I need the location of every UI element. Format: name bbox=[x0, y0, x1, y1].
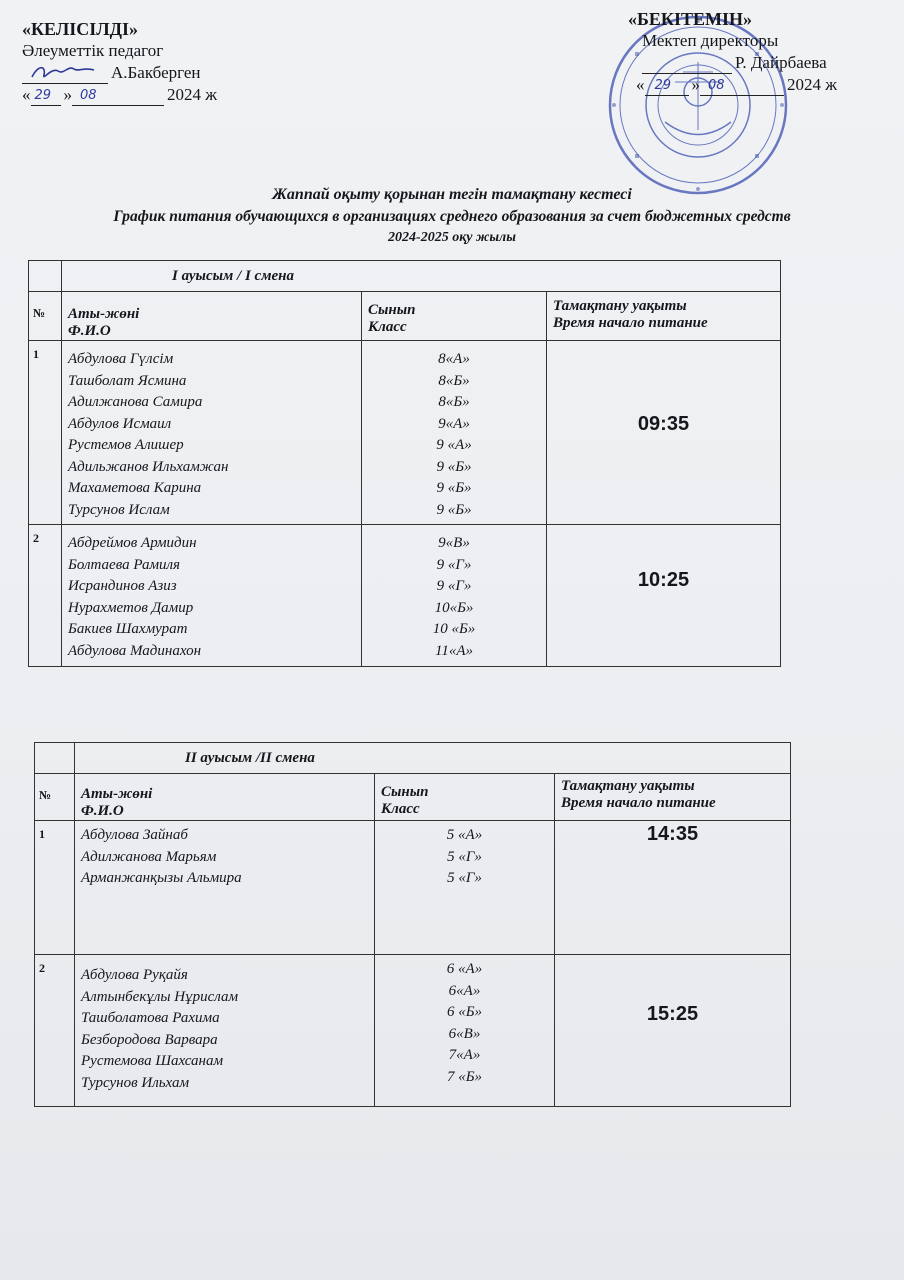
student-names bbox=[62, 341, 362, 525]
class-value: 9 «А» bbox=[436, 437, 472, 453]
date-quote-open: « bbox=[22, 85, 31, 104]
student-classes bbox=[362, 525, 547, 667]
student-name: Турсунов Ислам bbox=[68, 501, 170, 518]
col-header-time bbox=[555, 774, 791, 821]
student-name: Адилжанова Самира bbox=[68, 394, 203, 410]
shift-title: II ауысым /II смена bbox=[75, 743, 791, 774]
day-handwritten: 29 bbox=[654, 78, 672, 93]
student-classes bbox=[375, 821, 555, 955]
class-header-kz: Сынып bbox=[368, 302, 416, 318]
agreed-year: 2024 ж bbox=[167, 85, 217, 104]
name-header-ru: Ф.И.О bbox=[81, 803, 124, 819]
time-header-kz: Тамақтану уақыты bbox=[553, 298, 687, 314]
document-title-kz: Жаппай оқыту қорынан тегін тамақтану кестесі bbox=[272, 186, 632, 203]
col-header-class bbox=[362, 292, 547, 341]
name-header-kz: Аты-жөні bbox=[81, 786, 153, 802]
student-names bbox=[62, 525, 362, 667]
col-header-name bbox=[75, 774, 375, 821]
student-name: Арманжанқызы Альмира bbox=[81, 870, 242, 886]
class-value: 9 «Б» bbox=[436, 501, 472, 518]
col-header-name bbox=[62, 292, 362, 341]
day-blank bbox=[31, 87, 61, 106]
meal-time: 09:35 bbox=[547, 341, 781, 525]
month-blank bbox=[72, 87, 164, 106]
class-value: 5 «Г» bbox=[447, 870, 482, 886]
row-number: 1 bbox=[35, 821, 75, 955]
document-title-ru: График питания обучающихся в организациях среднего образования за счет бюджетных средств bbox=[113, 208, 791, 225]
name-header-kz: Аты-жөні bbox=[68, 306, 140, 322]
signature-blank bbox=[22, 65, 108, 84]
student-name: Абдулова Зайнаб bbox=[81, 827, 188, 843]
class-value: 9 «Г» bbox=[436, 556, 472, 573]
header-row bbox=[35, 774, 791, 821]
class-value: 9«А» bbox=[438, 415, 470, 432]
student-name: Абдулов Исмаил bbox=[68, 415, 172, 432]
meal-time: 14:35 bbox=[555, 821, 791, 955]
class-value: 7«А» bbox=[448, 1047, 481, 1063]
month-handwritten: 08 bbox=[708, 78, 725, 93]
shift-row bbox=[35, 743, 791, 774]
table-row bbox=[29, 341, 781, 525]
header-row bbox=[29, 292, 781, 341]
student-names bbox=[75, 821, 375, 955]
handwritten-signature-icon bbox=[28, 61, 98, 83]
shift-row bbox=[29, 261, 781, 292]
class-value: 8«Б» bbox=[438, 372, 470, 389]
approved-signature-line bbox=[628, 52, 837, 74]
agreed-date-line bbox=[22, 84, 217, 106]
name-header-ru: Ф.И.О bbox=[68, 323, 111, 339]
class-value: 8«Б» bbox=[438, 394, 470, 410]
meal-time: 15:25 bbox=[555, 955, 791, 1107]
col-header-num: № bbox=[35, 774, 75, 821]
student-classes bbox=[375, 955, 555, 1107]
time-header-kz: Тамақтану уақыты bbox=[561, 778, 695, 794]
row-number: 2 bbox=[29, 525, 62, 667]
student-name: Исрандинов Азиз bbox=[68, 578, 177, 594]
agreed-title: «КЕЛІСІЛДІ» bbox=[22, 19, 139, 39]
col-header-num: № bbox=[29, 292, 62, 341]
approval-right bbox=[628, 8, 837, 96]
class-value: 5 «А» bbox=[446, 827, 483, 843]
approved-position: Мектеп директоры bbox=[642, 31, 779, 50]
day-blank bbox=[645, 77, 689, 96]
date-quote-close: » bbox=[63, 85, 72, 104]
approval-left bbox=[22, 18, 217, 106]
student-names bbox=[75, 955, 375, 1107]
class-value: 9 «Б» bbox=[436, 458, 472, 475]
class-value: 8«А» bbox=[438, 351, 470, 367]
student-name: Адилжанова Марьям bbox=[81, 848, 217, 865]
row-number: 2 bbox=[35, 955, 75, 1107]
class-header-ru: Класс bbox=[368, 319, 407, 335]
student-name: Абдреймов Армидин bbox=[68, 535, 197, 551]
agreed-signature-line bbox=[22, 62, 217, 84]
class-header-ru: Класс bbox=[381, 801, 420, 817]
student-name: Ташболатова Рахима bbox=[81, 1010, 220, 1026]
col-header-time bbox=[547, 292, 781, 341]
time-header-ru: Время начало питание bbox=[553, 315, 708, 331]
student-name: Безбородова Варвара bbox=[81, 1031, 218, 1048]
class-value: 6 «Б» bbox=[446, 1004, 483, 1020]
meal-time: 10:25 bbox=[547, 525, 781, 667]
month-blank bbox=[700, 77, 784, 96]
student-name: Алтынбекұлы Нұрислам bbox=[81, 988, 239, 1005]
student-name: Адильжанов Ильхамжан bbox=[68, 458, 229, 475]
shift-corner bbox=[29, 261, 62, 292]
class-header-kz: Сынып bbox=[381, 784, 429, 800]
date-quote-close: » bbox=[691, 75, 700, 94]
table-row bbox=[35, 955, 791, 1107]
agreed-position: Әлеуметтік педагог bbox=[22, 41, 164, 60]
student-name: Болтаева Рамиля bbox=[68, 556, 181, 573]
approved-date-line bbox=[628, 74, 837, 96]
time-header-ru: Время начало питание bbox=[561, 795, 716, 811]
student-name: Махаметова Карина bbox=[68, 480, 202, 496]
date-quote-open: « bbox=[636, 75, 645, 94]
student-name: Рустемова Шахсанам bbox=[81, 1053, 224, 1069]
row-number: 1 bbox=[29, 341, 62, 525]
student-name: Абдулова Руқайя bbox=[81, 967, 188, 983]
class-value: 10«Б» bbox=[434, 599, 474, 616]
student-name: Нурахметов Дамир bbox=[68, 599, 194, 616]
student-name: Абдулова Мадинахон bbox=[68, 642, 202, 659]
class-value: 6 «А» bbox=[446, 961, 483, 977]
class-value: 7 «Б» bbox=[446, 1068, 483, 1085]
signature-blank bbox=[642, 55, 732, 74]
shift-title: I ауысым / I смена bbox=[62, 261, 781, 292]
class-value: 9«В» bbox=[438, 535, 470, 551]
agreed-signer: А.Бакберген bbox=[111, 63, 201, 82]
class-value: 6«А» bbox=[448, 982, 481, 999]
class-value: 9 «Б» bbox=[436, 480, 472, 496]
academic-year: 2024-2025 оқу жылы bbox=[388, 230, 516, 245]
approved-signer: Р. Дайрбаева bbox=[735, 53, 827, 72]
class-value: 11«А» bbox=[434, 642, 474, 659]
student-name: Ташболат Ясмина bbox=[68, 372, 187, 389]
class-value: 10 «Б» bbox=[432, 621, 476, 637]
col-header-class bbox=[375, 774, 555, 821]
day-handwritten: 29 bbox=[34, 88, 52, 103]
schedule-table-shift-1 bbox=[28, 260, 781, 667]
approved-year: 2024 ж bbox=[787, 75, 837, 94]
class-value: 9 «Г» bbox=[436, 578, 472, 594]
student-name: Бакиев Шахмурат bbox=[68, 621, 188, 637]
student-name: Рустемов Алишер bbox=[68, 437, 184, 453]
class-value: 6«В» bbox=[448, 1025, 481, 1042]
approved-title: «БЕКІТЕМІН» bbox=[628, 9, 752, 29]
shift-corner bbox=[35, 743, 75, 774]
schedule-table-shift-2 bbox=[34, 742, 791, 1107]
student-classes bbox=[362, 341, 547, 525]
student-name: Турсунов Ильхам bbox=[81, 1074, 190, 1091]
table-row bbox=[35, 821, 791, 955]
month-handwritten: 08 bbox=[80, 88, 97, 103]
student-name: Абдулова Гүлсім bbox=[68, 351, 174, 367]
class-value: 5 «Г» bbox=[447, 848, 482, 865]
table-row bbox=[29, 525, 781, 667]
